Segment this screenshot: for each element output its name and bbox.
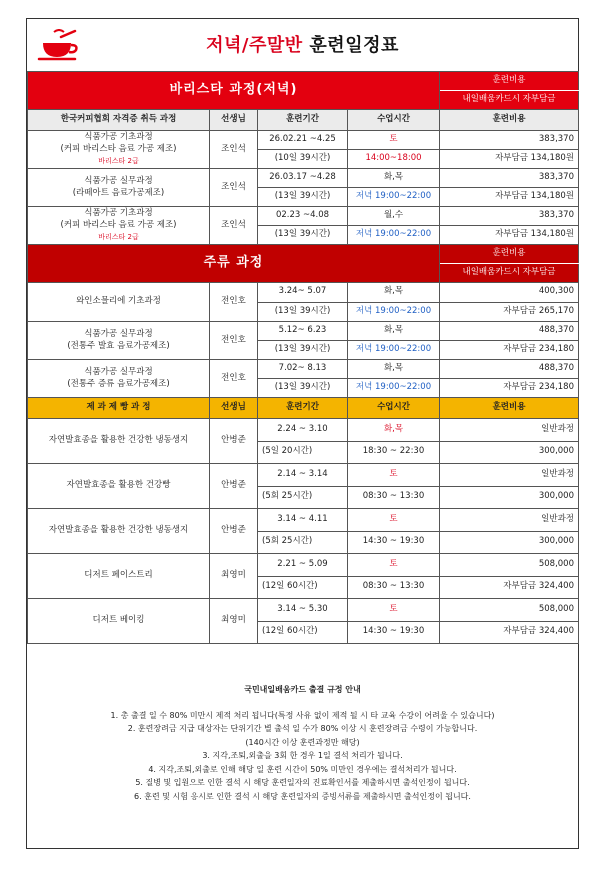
teacher: 최영미 xyxy=(210,599,258,644)
notice-line: 5. 질병 및 입원으로 인한 결석 시 해당 훈련일자의 진료확인서를 제출하시면 출석인정이 됩니다. xyxy=(135,778,470,787)
page-title xyxy=(27,31,578,57)
class-day: 화,목 xyxy=(348,283,440,303)
teacher: 조인석 xyxy=(210,169,258,207)
cost: 508,000 xyxy=(440,554,579,577)
period: 26.02.21 ~4.25 xyxy=(258,131,348,150)
col-header-course: 한국커피협회 자격증 취득 과정 xyxy=(28,110,210,131)
class-time: 저녁 19:00~22:00 xyxy=(348,302,440,322)
cost: 383,370 xyxy=(440,131,579,150)
course-name-cell xyxy=(28,207,210,245)
title-red: 저녁/주말반 xyxy=(206,35,303,56)
schedule-table xyxy=(27,71,579,644)
col-header-cost: 훈련비용 xyxy=(440,110,579,131)
period-hours: (13일 39시간) xyxy=(258,188,348,207)
period: 3.14 ~ 5.30 xyxy=(258,599,348,622)
cost: 300,000 xyxy=(440,441,579,464)
cost: 508,000 xyxy=(440,599,579,622)
class-day: 토 xyxy=(348,554,440,577)
col-header-time: 수업시간 xyxy=(348,110,440,131)
barista-band-title: 바리스타 과정(저녁) xyxy=(28,72,440,110)
cost-type: 일반과정 xyxy=(440,419,579,442)
self-pay: 자부담금 134,180원 xyxy=(440,188,579,207)
course-name: 자연발효종을 활용한 건강한 냉동생지 xyxy=(28,509,210,554)
self-pay: 자부담금 134,180원 xyxy=(440,150,579,169)
teacher: 전인호 xyxy=(210,322,258,360)
class-time: 저녁 19:00~22:00 xyxy=(348,341,440,360)
cert-label: 바리스타 2급 xyxy=(98,157,139,166)
cost-type: 일반과정 xyxy=(440,509,579,532)
cost: 488,370 xyxy=(440,360,579,379)
barista-header-row xyxy=(28,110,579,131)
class-day: 토 xyxy=(348,599,440,622)
course-subname: (커피 바리스타 음료 가공 제조) xyxy=(60,219,177,230)
table-row xyxy=(28,509,579,532)
cost: 383,370 xyxy=(440,169,579,188)
course-name: 식품가공 실무과정 xyxy=(84,176,153,187)
teacher: 안병준 xyxy=(210,419,258,464)
class-time: 14:30 ~ 19:30 xyxy=(348,531,440,554)
table-row xyxy=(28,207,579,226)
period-hours: (13일 39시간) xyxy=(258,226,348,245)
table-row xyxy=(28,322,579,341)
cost: 400,300 xyxy=(440,283,579,303)
teacher: 조인석 xyxy=(210,131,258,169)
title-black: 훈련일정표 xyxy=(309,35,399,56)
course-name: 디저트 베이킹 xyxy=(28,599,210,644)
table-row xyxy=(28,131,579,150)
notice-line: (140시간 이상 훈련과정만 해당) xyxy=(245,737,360,747)
bakery-col-header-cost: 훈련비용 xyxy=(440,398,579,419)
course-subname: (전통주 발효 음료가공제조) xyxy=(67,340,170,351)
table-row xyxy=(28,360,579,379)
period-hours: (13일 39시간) xyxy=(258,341,348,360)
course-name: 식품가공 실무과정 xyxy=(84,367,153,378)
period: 2.24 ~ 3.10 xyxy=(258,419,348,442)
course-subname: (라떼아트 음료가공제조) xyxy=(72,187,165,198)
class-day: 화,목 xyxy=(348,322,440,341)
teacher: 안병준 xyxy=(210,464,258,509)
period-hours: (10일 39시간) xyxy=(258,150,348,169)
period-hours: (5일 20시간) xyxy=(258,441,348,464)
notice-line: 1. 총 출결 일 수 80% 미만시 제적 처리 됩니다(특정 사유 없이 제적 될 시 타 교육 수강이 어려울 수 있습니다) xyxy=(110,710,495,720)
table-row xyxy=(28,419,579,442)
course-name: 자연발효종을 활용한 건강한 냉동생지 xyxy=(28,419,210,464)
period: 3.14 ~ 4.11 xyxy=(258,509,348,532)
course-name-cell xyxy=(28,322,210,360)
cost-type: 일반과정 xyxy=(440,464,579,487)
teacher: 전인호 xyxy=(210,360,258,398)
course-name: 디저트 페이스트리 xyxy=(28,554,210,599)
notice-line: 3. 지각,조퇴,외출을 3회 한 경우 1일 결석 처리가 됩니다. xyxy=(202,751,403,760)
notice-line: 4. 지각,조퇴,외출로 인해 해당 일 훈련 시간이 50% 미만인 경우에는 결석처리가 됩니다. xyxy=(148,764,457,774)
liquor-band-title: 주류 과정 xyxy=(28,245,440,283)
schedule-sheet xyxy=(26,18,579,849)
class-time: 저녁 19:00~22:00 xyxy=(348,226,440,245)
course-name-cell xyxy=(28,360,210,398)
period: 3.24~ 5.07 xyxy=(258,283,348,303)
period-hours: (5회 25시간) xyxy=(258,531,348,554)
period: 2.21 ~ 5.09 xyxy=(258,554,348,577)
col-header-teacher: 선생님 xyxy=(210,110,258,131)
class-day: 토 xyxy=(348,509,440,532)
period-hours: (12일 60시간) xyxy=(258,576,348,599)
class-time: 14:30 ~ 19:30 xyxy=(348,621,440,644)
table-row xyxy=(28,169,579,188)
period-hours: (13일 39시간) xyxy=(258,379,348,398)
period: 02.23 ~4.08 xyxy=(258,207,348,226)
liquor-band-cost: 훈련비용 xyxy=(440,245,579,264)
period-hours: (12일 60시간) xyxy=(258,621,348,644)
class-day: 화,목 xyxy=(348,360,440,379)
course-name-cell xyxy=(28,169,210,207)
table-row xyxy=(28,464,579,487)
col-header-period: 훈련기간 xyxy=(258,110,348,131)
notice-title: 국민내일배움카드 출결 규정 안내 xyxy=(244,685,361,694)
period: 2.14 ~ 3.14 xyxy=(258,464,348,487)
attendance-notice xyxy=(27,683,578,803)
bakery-col-header-period: 훈련기간 xyxy=(258,398,348,419)
title-row xyxy=(27,19,578,71)
cost: 300,000 xyxy=(440,486,579,509)
period: 5.12~ 6.23 xyxy=(258,322,348,341)
teacher: 조인석 xyxy=(210,207,258,245)
barista-band-selfpay: 내일배움카드시 자부담금 xyxy=(440,91,579,110)
liquor-band-selfpay: 내일배움카드시 자부담금 xyxy=(440,264,579,283)
class-time: 18:30 ~ 22:30 xyxy=(348,441,440,464)
notice-line: 2. 훈련장려금 지급 대상자는 단위기간 별 출석 일 수가 80% 이상 시 훈련장려금 수령이 가능합니다. xyxy=(127,724,478,733)
course-name-cell xyxy=(28,131,210,169)
class-day: 토 xyxy=(348,131,440,150)
period-hours: (13일 39시간) xyxy=(258,302,348,322)
self-pay: 자부담금 134,180원 xyxy=(440,226,579,245)
course-subname: (전통주 증류 음료가공제조) xyxy=(67,378,170,389)
cost: 383,370 xyxy=(440,207,579,226)
bakery-header-row xyxy=(28,398,579,419)
class-day: 화,목 xyxy=(348,419,440,442)
teacher: 전인호 xyxy=(210,283,258,322)
course-subname: (커피 바리스타 음료 가공 제조) xyxy=(60,143,177,154)
cert-label: 바리스타 2급 xyxy=(98,233,139,242)
period: 26.03.17 ~4.28 xyxy=(258,169,348,188)
self-pay: 자부담금 324,400 xyxy=(440,621,579,644)
table-row xyxy=(28,283,579,303)
class-day: 화,목 xyxy=(348,169,440,188)
course-name-cell xyxy=(28,283,210,322)
class-time: 08:30 ~ 13:30 xyxy=(348,576,440,599)
class-time: 08:30 ~ 13:30 xyxy=(348,486,440,509)
course-name: 식품가공 기초과정 xyxy=(84,132,153,143)
table-row xyxy=(28,554,579,577)
teacher: 안병준 xyxy=(210,509,258,554)
class-day: 월,수 xyxy=(348,207,440,226)
class-day: 토 xyxy=(348,464,440,487)
self-pay: 자부담금 265,170 xyxy=(440,302,579,322)
bakery-col-header-teacher: 선생님 xyxy=(210,398,258,419)
bakery-col-header-time: 수업시간 xyxy=(348,398,440,419)
table-row xyxy=(28,599,579,622)
course-name: 식품가공 기초과정 xyxy=(84,208,153,219)
barista-band-cost: 훈련비용 xyxy=(440,72,579,91)
class-time: 14:00~18:00 xyxy=(348,150,440,169)
teacher: 최영미 xyxy=(210,554,258,599)
self-pay: 자부담금 234,180 xyxy=(440,341,579,360)
course-name: 와인소믈리에 기초과정 xyxy=(76,296,161,307)
bakery-col-header-course: 제 과 제 빵 과 정 xyxy=(28,398,210,419)
course-name: 자연발효종을 활용한 건강빵 xyxy=(28,464,210,509)
class-time: 저녁 19:00~22:00 xyxy=(348,379,440,398)
cost: 300,000 xyxy=(440,531,579,554)
self-pay: 자부담금 234,180 xyxy=(440,379,579,398)
cost: 488,370 xyxy=(440,322,579,341)
course-name: 식품가공 실무과정 xyxy=(84,329,153,340)
period-hours: (5회 25시간) xyxy=(258,486,348,509)
class-time: 저녁 19:00~22:00 xyxy=(348,188,440,207)
self-pay: 자부담금 324,400 xyxy=(440,576,579,599)
period: 7.02~ 8.13 xyxy=(258,360,348,379)
notice-line: 6. 훈련 및 시험 응시로 인한 결석 시 해당 훈련일자의 증빙서류를 제출하시면 출석인정이 됩니다. xyxy=(134,791,471,801)
